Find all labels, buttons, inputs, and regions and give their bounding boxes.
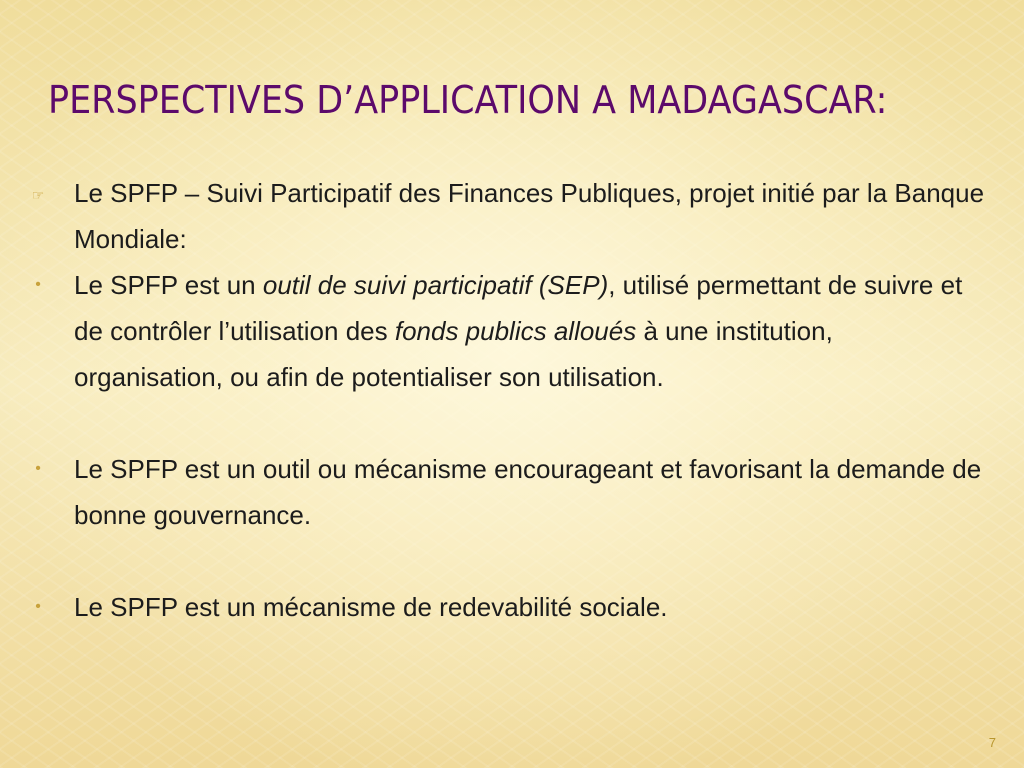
bullet-item-spfp-governance xyxy=(26,446,986,538)
bullet-text: Le SPFP est un mécanisme de redevabilité sociale. xyxy=(74,592,668,622)
emphasis-text: fonds publics alloués xyxy=(394,316,637,346)
bullet-item-spfp-accountability xyxy=(26,584,986,630)
bullet-item-spfp-intro xyxy=(26,170,986,262)
dot-bullet-icon: • xyxy=(35,276,41,293)
bullet-list xyxy=(26,170,986,630)
bullet-text-part: Le SPFP est un xyxy=(74,270,263,300)
dot-bullet-icon: • xyxy=(35,598,41,615)
slide-title: PERSPECTIVES D’APPLICATION A MADAGASCAR: xyxy=(48,78,888,122)
bullet-text: Le SPFP – Suivi Participatif des Finances Publiques, projet initié par la Banque Mondiale: xyxy=(74,178,985,254)
page-number: 7 xyxy=(988,735,996,750)
dot-bullet-icon: • xyxy=(35,460,41,477)
pointing-hand-icon: ☞ xyxy=(31,187,45,203)
bullet-text-part: à une institution, organisation, ou afin de potentialiser son utilisation. xyxy=(74,316,833,392)
emphasis-text: outil de suivi participatif (SEP) xyxy=(262,270,609,300)
bullet-item-spfp-definition xyxy=(26,262,986,400)
bullet-text: Le SPFP est un outil ou mécanisme encourageant et favorisant la demande de bonne gouvernance. xyxy=(74,454,982,530)
bullet-text-part: , utilisé permettant de suivre et de contrôler l’utilisation des xyxy=(74,270,963,346)
